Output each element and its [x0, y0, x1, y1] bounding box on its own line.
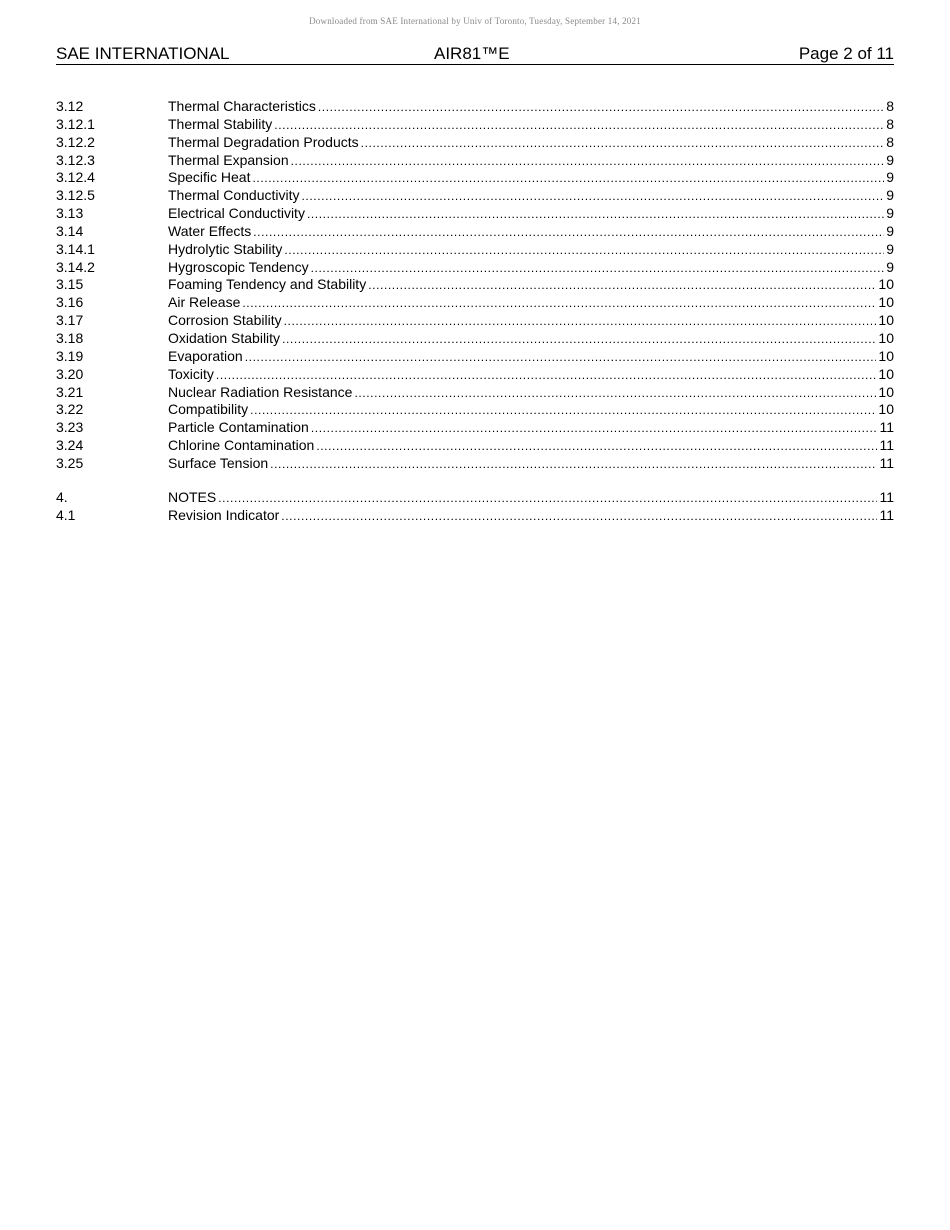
toc-entry-number: 3.12.1 — [56, 115, 95, 132]
toc-entry-line — [168, 384, 894, 403]
toc-entry-page: 9 — [886, 240, 894, 257]
toc-entry-number: 3.12.3 — [56, 151, 95, 168]
toc-entry-page: 9 — [886, 258, 894, 275]
toc-entry-page: 11 — [879, 506, 894, 523]
download-watermark: Downloaded from SAE International by Univ of Toronto, Tuesday, September 14, 2021 — [309, 16, 641, 26]
toc-entry-line — [168, 437, 894, 456]
toc-entry-title: NOTES — [168, 488, 217, 505]
toc-entry-line — [168, 294, 894, 313]
toc-entry-title: Specific Heat — [168, 169, 251, 186]
toc-entry[interactable] — [56, 312, 894, 330]
toc-entry[interactable] — [56, 366, 894, 384]
toc-entry-title: Foaming Tendency and Stability — [168, 276, 367, 293]
toc-entry-number: 3.18 — [56, 329, 84, 346]
dot-leader — [274, 117, 884, 135]
toc-entry[interactable] — [56, 276, 894, 294]
toc-entry-number: 3.16 — [56, 294, 84, 311]
toc-entry-page: 11 — [879, 454, 894, 471]
toc-entry-line — [168, 330, 894, 349]
toc-entry[interactable] — [56, 437, 894, 455]
toc-entry-page: 10 — [878, 365, 894, 382]
toc-entry-page: 9 — [886, 169, 894, 186]
toc-entry-page: 9 — [886, 222, 894, 239]
toc-entry-title: Toxicity — [168, 365, 214, 382]
toc-entry-page: 10 — [878, 312, 894, 329]
toc-entry-title: Thermal Degradation Products — [168, 133, 359, 150]
toc-entry-line — [168, 455, 894, 474]
toc-entry-line — [168, 401, 894, 420]
dot-leader — [270, 456, 877, 474]
dot-leader — [245, 349, 877, 367]
toc-entry-line — [168, 276, 894, 295]
toc-section-4 — [56, 489, 894, 525]
toc-entry-line — [168, 134, 894, 153]
dot-leader — [318, 99, 884, 117]
toc-entry[interactable] — [56, 98, 894, 116]
toc-entry[interactable] — [56, 205, 894, 223]
toc-entry-line — [168, 152, 894, 171]
toc-entry-line — [168, 241, 894, 260]
toc-entry-number: 3.22 — [56, 401, 84, 418]
toc-entry-line — [168, 348, 894, 367]
toc-entry-title: Nuclear Radiation Resistance — [168, 383, 353, 400]
toc-entry-title: Revision Indicator — [168, 506, 280, 523]
toc-entry-page: 11 — [879, 437, 894, 454]
toc-entry[interactable] — [56, 507, 894, 525]
toc-entry-page: 10 — [878, 401, 894, 418]
toc-entry-number: 4. — [56, 488, 68, 505]
toc-entry-title: Chlorine Contamination — [168, 437, 315, 454]
toc-spacer — [56, 473, 894, 489]
toc-entry-page: 8 — [886, 115, 894, 132]
toc-entry[interactable] — [56, 116, 894, 134]
toc-section-3 — [56, 98, 894, 473]
toc-entry[interactable] — [56, 489, 894, 507]
dot-leader — [284, 242, 884, 260]
dot-leader — [253, 224, 884, 242]
toc-entry-page: 9 — [886, 187, 894, 204]
dot-leader — [291, 153, 885, 171]
dot-leader — [302, 188, 885, 206]
toc-entry-number: 3.12 — [56, 98, 84, 114]
document-number: AIR81™E — [434, 44, 510, 63]
toc-entry-line — [168, 507, 894, 526]
toc-entry-line — [168, 205, 894, 224]
toc-entry-number: 3.12.4 — [56, 169, 95, 186]
toc-entry[interactable] — [56, 241, 894, 259]
toc-entry[interactable] — [56, 401, 894, 419]
dot-leader — [311, 420, 878, 438]
toc-entry-number: 4.1 — [56, 506, 76, 523]
toc-entry-line — [168, 116, 894, 135]
toc-entry-page: 10 — [878, 329, 894, 346]
toc-entry-page: 11 — [879, 419, 894, 436]
dot-leader — [252, 170, 884, 188]
dot-leader — [218, 490, 877, 508]
toc-entry-page: 10 — [878, 383, 894, 400]
toc-entry-line — [168, 223, 894, 242]
dot-leader — [242, 295, 876, 313]
toc-entry-title: Corrosion Stability — [168, 312, 282, 329]
toc-entry[interactable] — [56, 330, 894, 348]
dot-leader — [282, 331, 876, 349]
toc-entry-line — [168, 169, 894, 188]
publisher-name: SAE INTERNATIONAL — [56, 44, 230, 63]
toc-entry-page: 10 — [878, 294, 894, 311]
toc-entry-title: Particle Contamination — [168, 419, 309, 436]
toc-entry-title: Compatibility — [168, 401, 249, 418]
toc-entry-page: 11 — [879, 488, 894, 505]
toc-entry-number: 3.24 — [56, 437, 84, 454]
dot-leader — [361, 135, 885, 153]
toc-entry-number: 3.17 — [56, 312, 84, 329]
toc-entry-page: 10 — [878, 276, 894, 293]
toc-entry-line — [168, 366, 894, 385]
toc-entry[interactable] — [56, 134, 894, 152]
toc-entry[interactable] — [56, 223, 894, 241]
dot-leader — [311, 260, 885, 278]
toc-entry-number: 3.14.2 — [56, 258, 95, 275]
toc-entry-title: Surface Tension — [168, 454, 269, 471]
toc-entry-number: 3.25 — [56, 454, 84, 471]
page-indicator: Page 2 of 11 — [798, 44, 894, 63]
toc-entry-title: Thermal Characteristics — [168, 98, 316, 114]
toc-entry[interactable] — [56, 152, 894, 170]
toc-entry-number: 3.15 — [56, 276, 84, 293]
dot-leader — [368, 277, 876, 295]
toc-entry-title: Water Effects — [168, 222, 252, 239]
toc-entry-page: 9 — [886, 205, 894, 222]
toc-entry[interactable] — [56, 259, 894, 277]
page-header — [56, 44, 894, 65]
toc-entry-number: 3.12.2 — [56, 133, 95, 150]
toc-entry-number: 3.21 — [56, 383, 84, 400]
toc-entry-page: 9 — [886, 151, 894, 168]
toc-entry[interactable] — [56, 419, 894, 437]
toc-entry-page: 8 — [886, 98, 894, 114]
toc-entry-page: 10 — [878, 347, 894, 364]
toc-entry[interactable] — [56, 384, 894, 402]
toc-entry-number: 3.19 — [56, 347, 84, 364]
toc-entry-page: 8 — [886, 133, 894, 150]
dot-leader — [250, 402, 876, 420]
toc-entry-number: 3.20 — [56, 365, 84, 382]
toc-entry-number: 3.13 — [56, 205, 84, 222]
toc-entry-title: Hydrolytic Stability — [168, 240, 283, 257]
toc-entry-title: Thermal Expansion — [168, 151, 289, 168]
toc-entry-title: Thermal Conductivity — [168, 187, 300, 204]
table-of-contents — [56, 98, 894, 524]
toc-entry-title: Thermal Stability — [168, 115, 273, 132]
toc-entry-title: Evaporation — [168, 347, 243, 364]
toc-entry-number: 3.14.1 — [56, 240, 95, 257]
toc-entry[interactable] — [56, 455, 894, 473]
toc-entry[interactable] — [56, 169, 894, 187]
dot-leader — [284, 313, 877, 331]
toc-entry[interactable] — [56, 187, 894, 205]
toc-entry-number: 3.14 — [56, 222, 84, 239]
toc-entry-number: 3.23 — [56, 419, 84, 436]
toc-entry-line — [168, 259, 894, 278]
toc-entry-number: 3.12.5 — [56, 187, 95, 204]
toc-entry-line — [168, 187, 894, 206]
dot-leader — [281, 508, 877, 526]
toc-entry-title: Hygroscopic Tendency — [168, 258, 309, 275]
toc-entry-line — [168, 98, 894, 117]
dot-leader — [316, 438, 877, 456]
toc-entry-line — [168, 489, 894, 508]
dot-leader — [307, 206, 884, 224]
toc-entry-title: Electrical Conductivity — [168, 205, 305, 222]
dot-leader — [354, 385, 876, 403]
toc-entry[interactable] — [56, 294, 894, 312]
toc-entry-line — [168, 312, 894, 331]
dot-leader — [216, 367, 877, 385]
toc-entry-line — [168, 419, 894, 438]
toc-entry-title: Oxidation Stability — [168, 329, 281, 346]
toc-entry-title: Air Release — [168, 294, 241, 311]
toc-entry[interactable] — [56, 348, 894, 366]
